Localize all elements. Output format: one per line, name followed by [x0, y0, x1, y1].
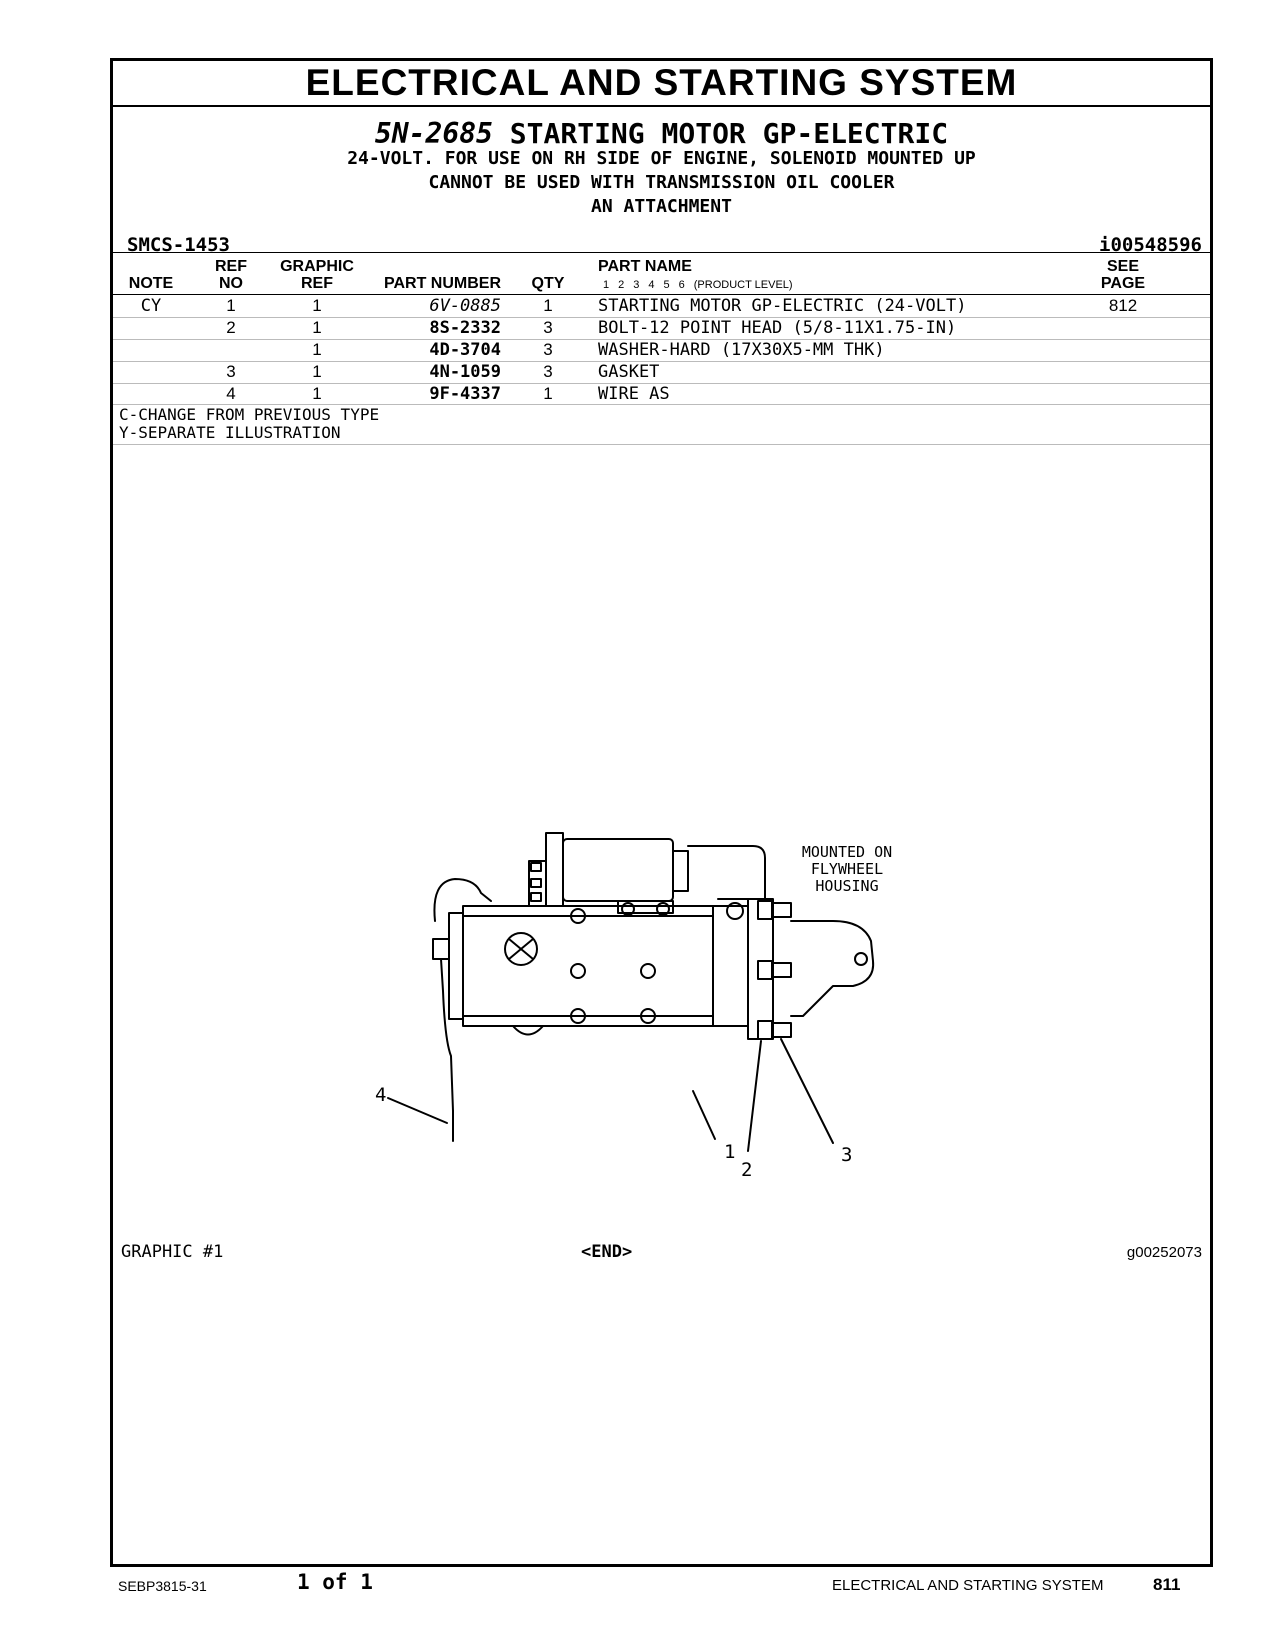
description-line-1: 24-VOLT. FOR USE ON RH SIDE OF ENGINE, SOLENOID MOUNTED UP [347, 148, 976, 169]
graphic-label: GRAPHIC #1 [121, 1242, 224, 1262]
starting-motor-illustration [363, 821, 923, 1201]
mount-note-line-2: FLYWHEEL [810, 860, 884, 878]
flange-bolt [758, 901, 772, 919]
product-levels: 1 2 3 4 5 6 (PRODUCT LEVEL) [603, 279, 793, 291]
cell-graphic-ref: 1 [312, 296, 322, 315]
drive-housing [713, 906, 748, 1026]
graphic-id: g00252073 [1126, 1244, 1202, 1261]
callout-1: 1 [724, 1141, 736, 1163]
cell-part-name: BOLT-12 POINT HEAD (5/8-11X1.75-IN) [598, 318, 957, 338]
table-row[interactable] [113, 383, 1210, 405]
table-row[interactable] [113, 361, 1210, 383]
terminal-nut [531, 893, 541, 901]
cell-graphic-ref: 1 [312, 318, 322, 337]
cell-note: CY [140, 296, 162, 316]
legend-separate-illustration: Y-SEPARATE ILLUSTRATION [119, 423, 341, 442]
description-line-3: AN ATTACHMENT [591, 196, 732, 217]
cell-qty: 1 [543, 296, 553, 315]
cell-qty: 3 [543, 318, 553, 337]
cell-part-name: WIRE AS [598, 384, 670, 404]
legend-divider [113, 444, 1210, 445]
system-title: ELECTRICAL AND STARTING SYSTEM [113, 61, 1210, 107]
cell-graphic-ref: 1 [312, 362, 322, 381]
table-row[interactable] [113, 295, 1210, 317]
cell-part-name: GASKET [598, 362, 660, 382]
cell-part-number-link[interactable]: 6V-0885 [429, 296, 501, 316]
legend-change: C-CHANGE FROM PREVIOUS TYPE [119, 405, 380, 424]
table-row[interactable] [113, 339, 1210, 361]
terminal-nut [531, 879, 541, 887]
cell-ref-no: 1 [226, 296, 236, 315]
callout-leader-1 [693, 1091, 715, 1139]
bolt-head [773, 903, 791, 917]
cell-part-name: WASHER-HARD (17X30X5-MM THK) [598, 340, 885, 360]
flange-bolt [758, 961, 772, 979]
solenoid-body [563, 839, 673, 901]
screw [641, 964, 655, 978]
flange-bolt [758, 1021, 772, 1039]
callout-leader-2 [748, 1041, 761, 1151]
group-name: STARTING MOTOR GP-ELECTRIC [509, 117, 949, 150]
cell-graphic-ref: 1 [312, 340, 322, 359]
pinion-hole [855, 953, 867, 965]
cell-qty: 3 [543, 340, 553, 359]
callout-2: 2 [741, 1159, 753, 1181]
header-ref-no: REF NO [215, 258, 247, 292]
drive-housing-top [688, 846, 765, 899]
end-cap [449, 913, 463, 1019]
cell-part-name: STARTING MOTOR GP-ELECTRIC (24-VOLT) [598, 296, 967, 316]
drive-nose [791, 921, 873, 1016]
header-graphic-ref: GRAPHIC REF [280, 258, 354, 292]
header-part-name: PART NAME [598, 258, 692, 275]
end-marker: <END> [581, 1242, 633, 1262]
footer-page-number: 811 [1153, 1575, 1181, 1594]
smcs-code: SMCS-1453 [127, 234, 230, 256]
solenoid-end [673, 851, 688, 891]
callout-4: 4 [375, 1084, 387, 1106]
illustration-id: i00548596 [1099, 234, 1202, 256]
frame-foot [513, 1026, 543, 1035]
group-title [113, 117, 1210, 150]
mount-note-line-3: HOUSING [815, 877, 879, 895]
motor-frame [463, 906, 713, 1026]
cell-graphic-ref: 1 [312, 384, 322, 403]
end-nut [433, 939, 449, 959]
cell-part-number: 8S-2332 [429, 318, 501, 338]
cell-ref-no: 3 [226, 362, 236, 381]
cell-qty: 1 [543, 384, 553, 403]
header-divider [113, 252, 1210, 253]
mount-note-line-1: MOUNTED ON [801, 843, 893, 861]
solenoid-cap [546, 833, 563, 906]
bolt-head [773, 1023, 791, 1037]
wire-lead [441, 959, 453, 1111]
cell-qty: 3 [543, 362, 553, 381]
header-note: NOTE [128, 275, 174, 292]
bolt-head [773, 963, 791, 977]
callout-leader-3 [781, 1039, 833, 1143]
cell-ref-no: 2 [226, 318, 236, 337]
group-part-number[interactable]: 5N-2685 [374, 117, 493, 150]
screw [571, 964, 585, 978]
cell-part-number: 9F-4337 [429, 384, 501, 404]
cell-part-number: 4N-1059 [429, 362, 501, 382]
callout-3: 3 [841, 1144, 853, 1166]
cell-see-page-link[interactable]: 812 [1108, 296, 1138, 315]
description-line-2: CANNOT BE USED WITH TRANSMISSION OIL COOLER [428, 172, 895, 193]
footer-doc-id: SEBP3815-31 [118, 1578, 207, 1594]
header-see-page: SEE PAGE [1100, 258, 1146, 292]
footer-page-of: 1 of 1 [297, 1570, 373, 1594]
terminal-nut [531, 863, 541, 871]
cell-part-number: 4D-3704 [429, 340, 501, 360]
page-frame [110, 58, 1213, 1567]
header-part-number: PART NUMBER [383, 275, 501, 292]
cell-ref-no: 4 [226, 384, 236, 403]
header-qty: QTY [531, 275, 565, 292]
table-row[interactable] [113, 317, 1210, 339]
footer-section: ELECTRICAL AND STARTING SYSTEM [832, 1577, 1104, 1594]
callout-leader-4 [388, 1098, 447, 1123]
